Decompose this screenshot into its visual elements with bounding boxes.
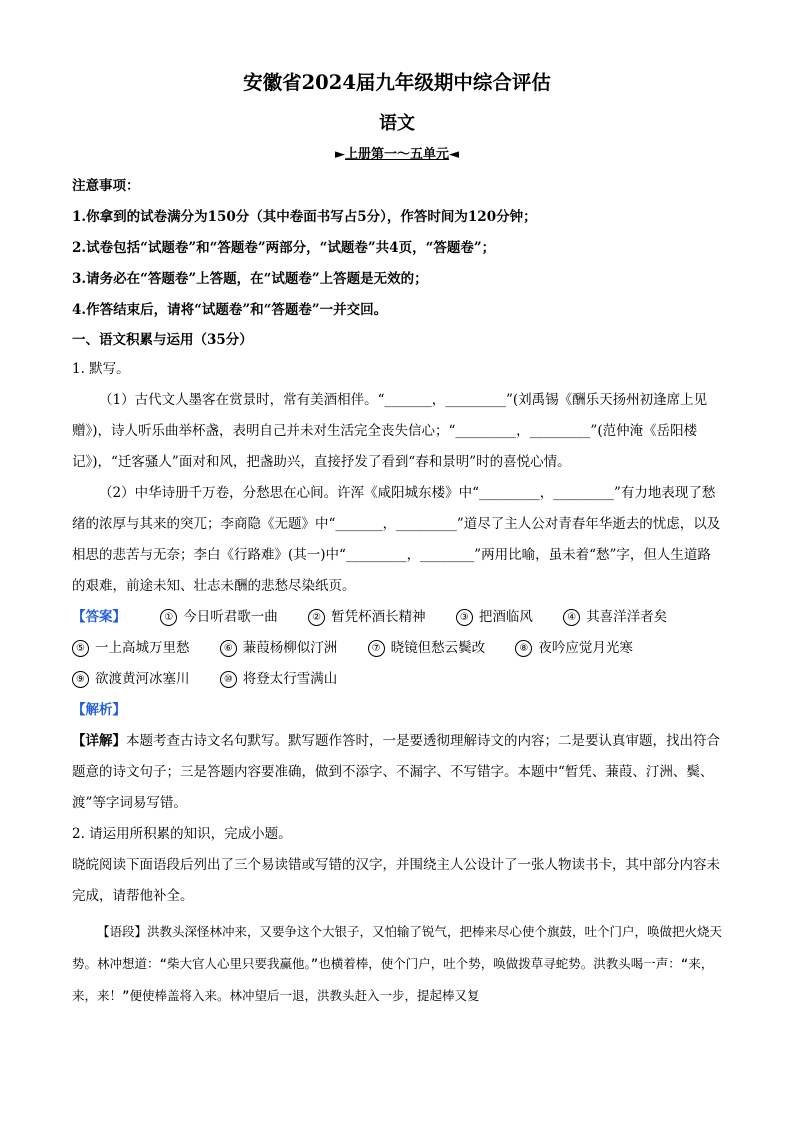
answer-number: ⑨ bbox=[72, 671, 89, 688]
answer-item: ③ 把酒临风 bbox=[456, 609, 533, 625]
question-2-stem: 2. 请运用所积累的知识，完成小题。 bbox=[72, 826, 292, 842]
answer-block bbox=[72, 602, 722, 695]
scope-line bbox=[72, 145, 722, 165]
notes-block bbox=[72, 171, 722, 326]
answer-item: ① 今日听君歌一曲 bbox=[160, 609, 278, 625]
detail-text: 本题考查古诗文名句默写。默写题作答时，一是要透彻理解诗文的内容；二是要认真审题，找出符合题意的诗文句子；三是答题内容要准确，做到不添字、不漏字、不写错字。本题中“暂凭、蒹葭、汀洲、鬓、渡”等字词易写错。 bbox=[72, 733, 720, 811]
question-1-stem: 1. 默写。 bbox=[72, 361, 130, 377]
note-item: 3.请务必在“答题卷”上答题，在“试题卷”上答题是无效的； bbox=[72, 271, 428, 287]
answer-number: ⑦ bbox=[368, 640, 385, 657]
note-item: 1.你拿到的试卷满分为150分（其中卷面书写占5分），作答时间为120分钟； bbox=[72, 209, 537, 225]
answer-number: ③ bbox=[456, 609, 473, 626]
notes-heading: 注意事项： bbox=[72, 178, 140, 194]
answer-number: ① bbox=[160, 609, 177, 626]
answer-number: ⑩ bbox=[220, 671, 237, 688]
answer-item: ⑤ 一上高城万里愁 bbox=[72, 640, 190, 656]
question-2-intro: 晓皖阅读下面语段后列出了三个易读错或写错的汉字，并围绕主人公设计了一张人物读书卡，其中部分内容未完成，请帮他补全。 bbox=[72, 857, 720, 904]
answer-number: ⑥ bbox=[220, 640, 237, 657]
scope-text: 上册第一～五单元 bbox=[344, 147, 449, 162]
page-title: 安徽省2024届九年级期中综合评估 bbox=[243, 71, 551, 94]
answer-number: ⑤ bbox=[72, 640, 89, 657]
question-1-part-1: （1）古代文人墨客在赏景时，常有美酒相伴。“_______，_________”(刘禹锡《酬乐天扬州初逢席上见赠》)，诗人听乐曲举杯盏，表明自己并未对生活完全丧失信心；“_________，_________”(范仲淹《岳阳楼记》)，“迁客骚人”面对和风，把盏助兴，直接抒发了看到“春和景明”时的喜悦心情。 bbox=[72, 392, 708, 470]
detail-block bbox=[72, 726, 722, 819]
section-heading: 一、语文积累与运用（35分） bbox=[72, 332, 253, 348]
answer-number: ④ bbox=[563, 609, 580, 626]
note-item: 4.作答结束后，请将“试题卷”和“答题卷”一并交回。 bbox=[72, 302, 388, 318]
document-page bbox=[72, 68, 722, 1012]
subject-title: 语文 bbox=[379, 113, 415, 134]
answer-item: ⑨ 欲渡黄河冰塞川 bbox=[72, 671, 190, 687]
answer-item: ④ 其喜洋洋者矣 bbox=[563, 609, 667, 625]
answer-item: ⑦ 晓镜但愁云鬓改 bbox=[368, 640, 486, 656]
answer-number: ② bbox=[308, 609, 325, 626]
detail-label: 【详解】 bbox=[72, 733, 126, 749]
scope-right-marker: ◄ bbox=[449, 147, 459, 162]
question-1-part-2: （2）中华诗册千万卷，分愁思在心间。许浑《咸阳城东楼》中“_________，_________”有力地表现了愁绪的浓厚与其来的突兀；李商隐《无题》中“_______，_________”道尽了主人公对青春年华逝去的忧虑，以及相思的悲苦与无奈；李白《行路难》(其一)中“_________，________”两用比喻，虽未着“愁”字，但人生道路的艰难，前途未知、壮志未酬的悲愁尽染纸页。 bbox=[72, 485, 721, 594]
note-item: 2.试卷包括“试题卷”和“答题卷”两部分，“试题卷”共4页，“答题卷”； bbox=[72, 240, 496, 256]
question-2-passage: 【语段】洪教头深怪林冲来，又要争这个大银子，又怕输了锐气，把棒来尽心使个旗鼓，吐个门户，唤做把火烧天势。林冲想道：“柴大官人心里只要我赢他。”也横着棒，使个门户，吐个势，唤做拨草寻蛇势。洪教头喝一声：“来，来，来！”便使棒盖将入来。林冲望后一退，洪教头赶入一步，提起棒又复 bbox=[72, 924, 723, 1003]
answer-item: ⑥ 蒹葭杨柳似汀洲 bbox=[220, 640, 338, 656]
scope-left-marker: ► bbox=[334, 147, 345, 162]
answer-number: ⑧ bbox=[515, 640, 532, 657]
analysis-label: 【解析】 bbox=[72, 702, 126, 718]
answer-item: ⑩ 将登太行雪满山 bbox=[220, 671, 338, 687]
answer-item: ② 暂凭杯酒长精神 bbox=[308, 609, 426, 625]
answer-item: ⑧ 夜吟应觉月光寒 bbox=[515, 640, 633, 656]
answer-label: 【答案】 bbox=[72, 609, 126, 625]
